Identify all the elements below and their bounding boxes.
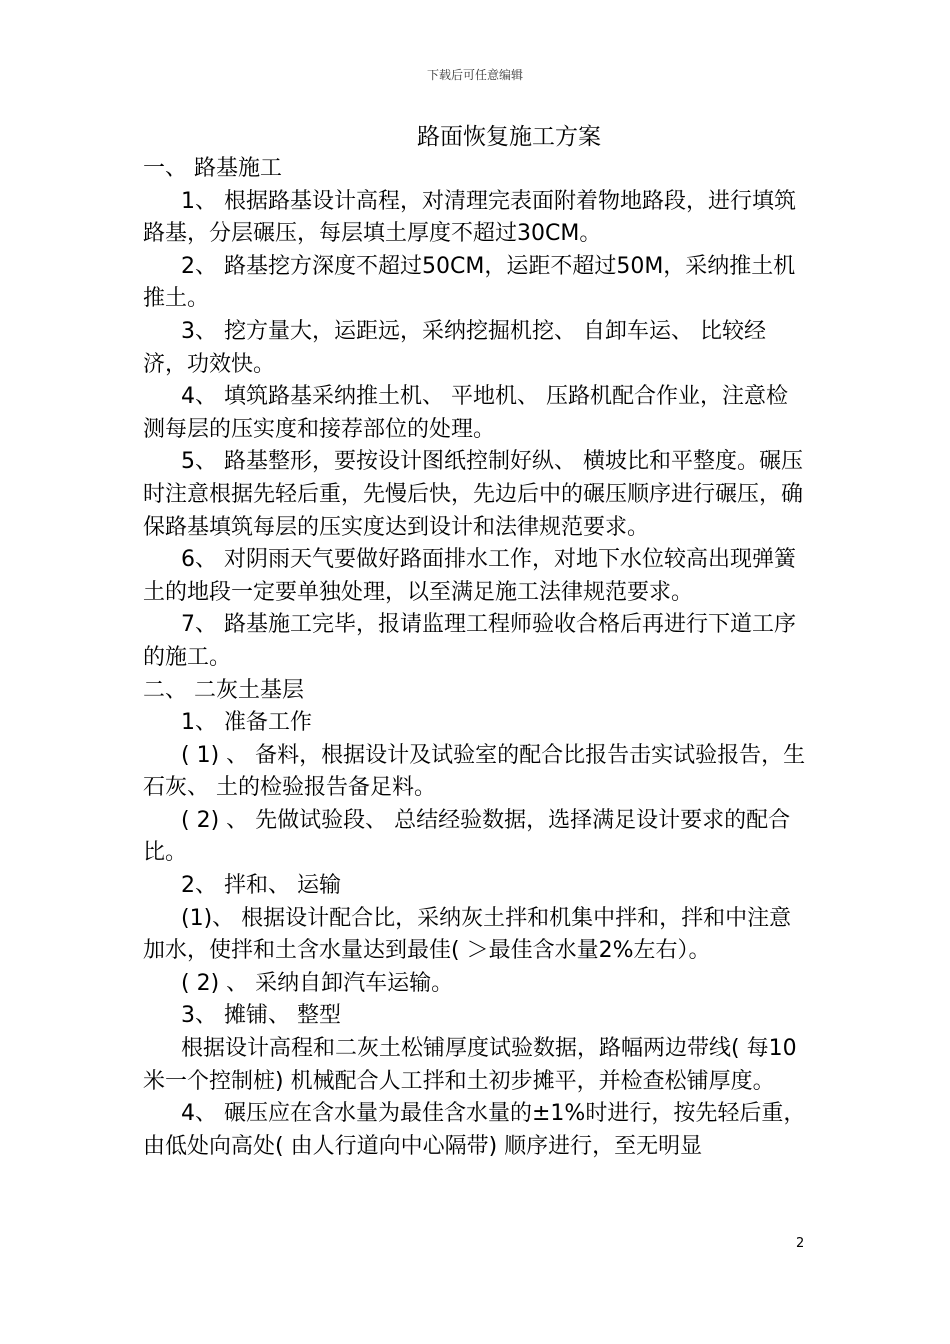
subsection-2-heading: 2、 拌和、 运输 (181, 873, 341, 899)
header-note: 下载后可任意编辑 (426, 68, 523, 82)
subsection-2-item-2: ( 2) 、 采纳自卸汽车运输。 (181, 970, 454, 996)
document-title: 路面恢复施工方案 (417, 124, 601, 150)
section-1-item-4: 4、 填筑路基采纳推土机、 平地机、 压路机配合作业，注意检测每层的压实度和接荐部位的处理。 (143, 384, 788, 442)
subsection-1-heading: 1、 准备工作 (181, 710, 312, 736)
section-2-heading: 二、 二灰土基层 (143, 677, 304, 703)
section-1-item-6: 6、 对阴雨天气要做好路面排水工作，对地下水位较高出现弹簧土的地段一定要单独处理，以至满足施工法律规范要求。 (143, 547, 796, 605)
subsection-1-item-1: ( 1) 、 备料，根据设计及试验室的配合比报告击实试验报告，生石灰、 土的检验报告备足料。 (143, 742, 806, 801)
subsection-4-text: 4、 碾压应在含水量为最佳含水量的±1%时进行，按先轻后重，由低处向高处( 由人行道向中心隔带) 顺序进行，至无明显 (143, 1101, 806, 1159)
subsection-2-item-1: (1)、 根据设计配合比，采纳灰土拌和机集中拌和，拌和中注意加水，使拌和土含水量达到最佳( ＞最佳含水量2%左右）。 (143, 905, 792, 964)
section-1-item-7: 7、 路基施工完毕，报请监理工程师验收合格后再进行下道工序的施工。 (143, 612, 796, 670)
subsection-1-item-2: ( 2) 、 先做试验段、 总结经验数据，选择满足设计要求的配合比。 (143, 807, 791, 866)
subsection-3-text: 根据设计高程和二灰土松铺厚度试验数据，路幅两边带线( 每10米一个控制桩) 机械配合人工拌和土初步摊平，并检查松铺厚度。 (143, 1036, 797, 1094)
section-1-item-2: 2、 路基挖方深度不超过50CM，运距不超过50M，采纳推土机推土。 (143, 253, 796, 312)
subsection-3-heading: 3、 摊铺、 整型 (181, 1003, 341, 1029)
page-number: 2 (796, 1236, 805, 1251)
section-1-heading: 一、 路基施工 (143, 156, 282, 181)
section-1-item-3: 3、 挖方量大，运距远，采纳挖掘机挖、 自卸车运、 比较经济，功效快。 (143, 318, 766, 377)
document-body (143, 153, 807, 1163)
section-1-item-1: 1、 根据路基设计高程，对清理完表面附着物地路段，进行填筑路基，分层碾压，每层填土厚度不超过30CM。 (143, 188, 796, 247)
section-1-item-5: 5、 路基整形，要按设计图纸控制好纵、 横坡比和平整度。碾压时注意根据先轻后重，先慢后快，先边后中的碾压顺序进行碾压，确保路基填筑每层的压实度达到设计和法律规范要求。 (143, 449, 804, 540)
